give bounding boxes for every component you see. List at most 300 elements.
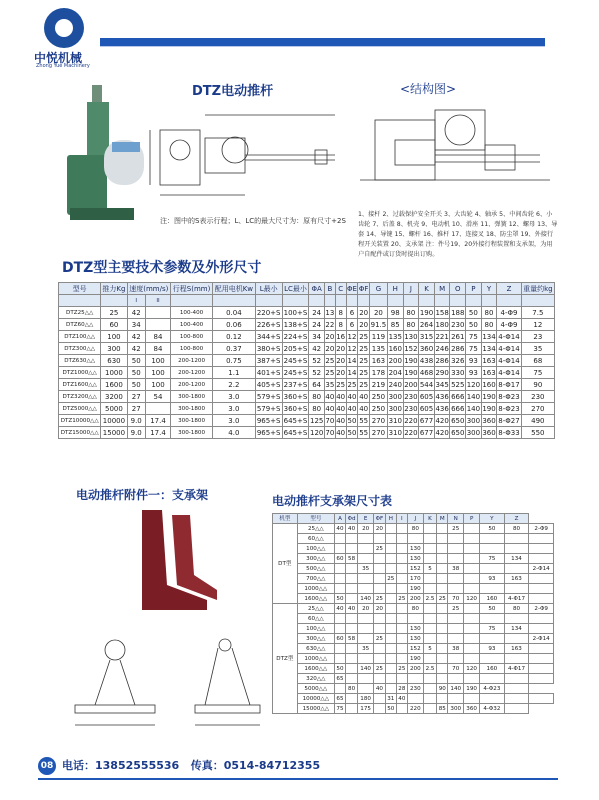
table-cell: 42 bbox=[127, 307, 145, 319]
table-cell: 152 bbox=[407, 564, 423, 574]
table-cell bbox=[385, 684, 396, 694]
table-cell: 50 bbox=[347, 428, 357, 437]
dimension-drawing bbox=[145, 100, 355, 210]
table-cell: 224+S bbox=[283, 332, 308, 341]
table-cell bbox=[358, 654, 374, 664]
table-cell bbox=[423, 684, 436, 694]
table-cell bbox=[464, 654, 480, 664]
table-cell: 666 bbox=[451, 392, 465, 401]
subheader-cell bbox=[255, 295, 282, 307]
bracket-table-title: 电动推杆支承架尺寸表 bbox=[272, 494, 393, 508]
table-cell: 4-Φ14 bbox=[498, 356, 520, 365]
table-cell bbox=[374, 704, 386, 714]
table-cell: 220 bbox=[407, 704, 423, 714]
brand-name-en: Zhong Yue Machinery bbox=[36, 63, 90, 69]
table-cell: 60 bbox=[336, 635, 344, 642]
table-cell: 200-1200 bbox=[171, 355, 213, 367]
table-cell bbox=[529, 534, 554, 544]
table-row bbox=[273, 574, 554, 584]
table-cell bbox=[437, 524, 448, 534]
header-cell: 重量约kg bbox=[523, 284, 553, 293]
table-cell bbox=[358, 684, 374, 694]
table-cell: 180 bbox=[358, 694, 374, 704]
table-cell: 170 bbox=[407, 574, 423, 584]
table-cell bbox=[504, 684, 529, 694]
table-cell bbox=[529, 584, 554, 594]
table-cell: 4-Φ17 bbox=[504, 664, 529, 674]
table-cell bbox=[504, 564, 529, 574]
table-row bbox=[273, 674, 554, 684]
table-cell: 270 bbox=[369, 427, 387, 439]
table-cell bbox=[423, 544, 436, 554]
table-cell: 190 bbox=[464, 684, 480, 694]
table-cell: 10000 bbox=[102, 416, 126, 425]
table-row bbox=[59, 427, 555, 439]
table-cell: 300-1800 bbox=[171, 415, 213, 427]
table-cell bbox=[423, 634, 436, 644]
table-row bbox=[59, 307, 555, 319]
table-cell: 230 bbox=[404, 392, 418, 401]
table-cell: 230 bbox=[521, 391, 554, 403]
header-cell: Z bbox=[504, 514, 529, 524]
table-cell: 24 bbox=[309, 319, 325, 331]
table-cell bbox=[385, 604, 396, 614]
table-cell bbox=[529, 594, 554, 604]
table-cell bbox=[396, 534, 407, 544]
table-cell: 320△△ bbox=[297, 674, 334, 684]
header-cell: P bbox=[466, 283, 482, 295]
structure-legend: 1、接杆 2、过载保护安全开关 3、大齿轮 4、轴承 5、中间齿轮 6、小齿轮 7、后盖 8、机壳 9、电动机 10、滑座 11、弹簧 12、螺母 13、导套 14、导键 15、螺杆 16、推杆 17、连接叉 18、防尘罩 19、外接行程开关装置 20、支承架 注：件号19、20外接行程装置和支承架，为用户自配件或订货时提出订购。 bbox=[358, 211, 558, 258]
table-cell bbox=[464, 534, 480, 544]
table-cell: 645+S bbox=[283, 428, 308, 437]
table-cell: DTZ1600△△ bbox=[59, 379, 101, 391]
table-cell bbox=[346, 654, 358, 664]
table-cell: 140 bbox=[358, 664, 374, 674]
header-cell: E bbox=[358, 514, 374, 524]
table-cell bbox=[423, 614, 436, 624]
table-cell: 50 bbox=[127, 379, 145, 391]
header-cell: 机型 bbox=[273, 514, 298, 524]
table-cell: 0.75 bbox=[213, 355, 256, 367]
table-cell bbox=[385, 654, 396, 664]
table-cell bbox=[358, 574, 374, 584]
table-cell: 25 bbox=[398, 595, 406, 602]
table-cell: 100+S bbox=[283, 308, 308, 317]
table-cell bbox=[423, 704, 436, 714]
subheader-cell bbox=[521, 295, 554, 307]
table-cell bbox=[464, 614, 480, 624]
table-row bbox=[273, 524, 554, 534]
table-cell bbox=[464, 544, 480, 554]
table-cell: 420 bbox=[435, 428, 449, 437]
phone-number[interactable]: 13852555536 bbox=[95, 759, 180, 772]
table-cell bbox=[407, 674, 423, 684]
table-cell bbox=[423, 584, 436, 594]
table-cell: 40 bbox=[347, 404, 357, 413]
header-cell: K bbox=[423, 514, 436, 524]
table-cell: 237+S bbox=[283, 380, 308, 389]
table-cell: 5000△△ bbox=[297, 684, 334, 694]
table-cell bbox=[437, 554, 448, 564]
table-cell: 20 bbox=[336, 356, 346, 365]
table-cell: 100 bbox=[145, 379, 170, 391]
table-cell: 80 bbox=[403, 307, 419, 319]
table-cell: 40 bbox=[336, 525, 344, 532]
table-cell bbox=[385, 594, 396, 604]
company-logo-icon bbox=[44, 8, 84, 48]
table-cell bbox=[396, 634, 407, 644]
table-cell: 140 bbox=[358, 594, 374, 604]
header-cell: Φd bbox=[346, 514, 358, 524]
table-cell bbox=[396, 614, 407, 624]
table-cell: 100-400 bbox=[171, 319, 213, 331]
table-cell: 100 bbox=[101, 331, 127, 343]
table-cell: 25 bbox=[325, 368, 335, 377]
table-cell: 28 bbox=[398, 685, 406, 692]
table-cell bbox=[346, 674, 358, 684]
table-cell bbox=[448, 634, 464, 644]
table-cell: 42 bbox=[127, 343, 145, 355]
subheader-cell bbox=[369, 295, 387, 307]
table-cell: 9.0 bbox=[127, 427, 145, 439]
table-cell bbox=[374, 574, 386, 584]
header-cell: O bbox=[450, 283, 466, 295]
table-cell: 135 bbox=[369, 343, 387, 355]
table-cell: 40 bbox=[336, 428, 346, 437]
header-cell: 型号 bbox=[297, 514, 334, 524]
table-cell bbox=[385, 564, 396, 574]
table-cell: 80 bbox=[309, 391, 325, 403]
table-cell: 34 bbox=[309, 331, 325, 343]
table-cell bbox=[396, 604, 407, 614]
header-cell: A bbox=[334, 514, 345, 524]
table-cell bbox=[448, 624, 464, 634]
table-cell: 300-1800 bbox=[171, 403, 213, 415]
table-cell bbox=[396, 674, 407, 684]
table-cell: 3.0 bbox=[213, 403, 256, 415]
table-cell bbox=[480, 674, 505, 684]
table-cell: 25 bbox=[359, 332, 369, 341]
table-cell: 31 bbox=[387, 695, 395, 702]
table-cell: 25 bbox=[374, 544, 386, 554]
table-cell bbox=[346, 594, 358, 604]
table-cell: 25 bbox=[359, 380, 369, 389]
table-cell bbox=[504, 634, 529, 644]
table-row bbox=[59, 343, 555, 355]
table-cell: 315 bbox=[419, 332, 434, 341]
table-cell bbox=[145, 319, 170, 331]
table-cell: 80 bbox=[481, 307, 497, 319]
table-cell: 60 bbox=[101, 319, 127, 331]
header-cell: J bbox=[407, 514, 423, 524]
subheader-cell bbox=[101, 295, 127, 307]
table-cell bbox=[529, 544, 554, 554]
table-cell: 35 bbox=[521, 343, 554, 355]
table-cell: 93 bbox=[466, 367, 482, 379]
table-cell: 40 bbox=[336, 404, 346, 413]
table-cell: 4-Φ23 bbox=[480, 684, 505, 694]
table-cell bbox=[334, 574, 345, 584]
table-cell: 20 bbox=[325, 332, 335, 341]
table-cell: 360+S bbox=[283, 392, 308, 401]
table-cell bbox=[385, 674, 396, 684]
table-cell: 23 bbox=[521, 331, 554, 343]
table-cell: 25 bbox=[101, 307, 127, 319]
table-cell: 12 bbox=[521, 319, 554, 331]
table-cell bbox=[448, 584, 464, 594]
header-cell: ΦE bbox=[347, 284, 357, 293]
table-row bbox=[59, 319, 555, 331]
table-cell: 286 bbox=[451, 344, 465, 353]
table-cell: 25△△ bbox=[297, 604, 334, 614]
table-cell: 3200 bbox=[101, 391, 127, 403]
table-cell: 20 bbox=[359, 308, 369, 317]
table-cell: 270 bbox=[369, 415, 387, 427]
table-cell: 310 bbox=[388, 416, 402, 425]
table-cell bbox=[396, 544, 407, 554]
table-cell: 130 bbox=[404, 332, 418, 341]
table-cell bbox=[504, 614, 529, 624]
table-cell bbox=[396, 574, 407, 584]
table-cell bbox=[396, 704, 407, 714]
table-cell bbox=[504, 534, 529, 544]
table-cell: 100 bbox=[145, 367, 170, 379]
table-cell: 360 bbox=[482, 416, 496, 425]
table-cell bbox=[334, 614, 345, 624]
table-cell: 4-Φ14 bbox=[498, 332, 520, 341]
table-cell: 190 bbox=[407, 654, 423, 664]
table-row bbox=[59, 331, 555, 343]
table-cell bbox=[346, 584, 358, 594]
table-cell bbox=[396, 564, 407, 574]
table-subheader-row bbox=[59, 295, 555, 307]
table-cell: 100△△ bbox=[297, 544, 334, 554]
table-cell: 160 bbox=[482, 380, 496, 389]
table-cell: 261 bbox=[451, 332, 465, 341]
table-cell: 7.5 bbox=[521, 307, 554, 319]
table-cell: 20 bbox=[336, 344, 346, 353]
table-cell: 20 bbox=[359, 320, 369, 329]
subheader-cell bbox=[450, 295, 466, 307]
table-cell bbox=[448, 694, 464, 704]
table-cell bbox=[504, 544, 529, 554]
table-cell: 130 bbox=[407, 544, 423, 554]
header-cell: L最小 bbox=[255, 283, 282, 295]
table-cell bbox=[480, 634, 505, 644]
table-cell: 178 bbox=[369, 367, 387, 379]
table-cell: 80 bbox=[481, 319, 497, 331]
table-cell: 134 bbox=[482, 332, 496, 341]
table-cell: DTZ100△△ bbox=[59, 331, 101, 343]
table-cell: 245+S bbox=[283, 368, 308, 377]
table-cell: 84 bbox=[145, 331, 170, 343]
table-cell: 300△△ bbox=[297, 634, 334, 644]
table-cell: 75 bbox=[480, 624, 505, 634]
table-cell: 64 bbox=[309, 379, 325, 391]
table-cell bbox=[464, 554, 480, 564]
table-cell bbox=[358, 614, 374, 624]
table-cell bbox=[334, 534, 345, 544]
table-row bbox=[273, 644, 554, 654]
table-cell: 20 bbox=[374, 524, 386, 534]
table-cell: 135 bbox=[388, 332, 402, 341]
table-cell: 40 bbox=[336, 416, 346, 425]
table-cell: 360 bbox=[419, 344, 434, 353]
table-cell bbox=[374, 654, 386, 664]
footer-line bbox=[38, 778, 558, 780]
table-row bbox=[59, 379, 555, 391]
table-cell: 245+S bbox=[283, 356, 308, 365]
table-cell: 35 bbox=[358, 644, 374, 654]
table-cell bbox=[480, 694, 505, 704]
table-cell: 25△△ bbox=[297, 524, 334, 534]
table-cell: 80 bbox=[346, 684, 358, 694]
header-cell: Y bbox=[480, 514, 505, 524]
table-cell: DTZ3200△△ bbox=[59, 391, 101, 403]
contact-info bbox=[62, 757, 320, 773]
table-row bbox=[273, 634, 554, 644]
table-cell: 160 bbox=[388, 344, 402, 353]
table-cell: 300 bbox=[101, 343, 127, 355]
subheader-cell bbox=[466, 295, 482, 307]
table-cell: 25 bbox=[374, 594, 386, 604]
header-cell: K bbox=[419, 283, 435, 295]
table-cell bbox=[334, 624, 345, 634]
table-cell: DTZ630△△ bbox=[59, 355, 101, 367]
table-cell bbox=[464, 524, 480, 534]
table-cell bbox=[529, 644, 554, 654]
header-cell: 配用电机Kw bbox=[213, 283, 256, 295]
table-cell bbox=[385, 614, 396, 624]
table-cell bbox=[504, 584, 529, 594]
table-cell bbox=[346, 574, 358, 584]
table-cell bbox=[407, 534, 423, 544]
table-cell: 190 bbox=[482, 404, 496, 413]
table-cell: 70 bbox=[448, 664, 464, 674]
table-cell: 4.0 bbox=[213, 427, 256, 439]
table-cell: 4-Φ14 bbox=[498, 368, 520, 377]
table-cell: 300-1800 bbox=[171, 391, 213, 403]
table-cell: 344+S bbox=[256, 332, 281, 341]
table-cell bbox=[385, 544, 396, 554]
table-cell: 163 bbox=[369, 355, 387, 367]
table-cell: 22 bbox=[325, 320, 335, 329]
table-cell: 75 bbox=[480, 554, 505, 564]
table-cell: 5000 bbox=[101, 403, 127, 415]
table-cell: 50 bbox=[466, 319, 482, 331]
table-cell: 75 bbox=[336, 705, 344, 712]
table-cell bbox=[396, 654, 407, 664]
table-cell: 40 bbox=[336, 605, 344, 612]
table-cell: 14 bbox=[347, 368, 357, 377]
table-cell: 80 bbox=[407, 524, 423, 534]
table-cell bbox=[407, 694, 423, 704]
table-cell: 226+S bbox=[256, 320, 281, 329]
table-cell: 230 bbox=[451, 320, 465, 329]
table-cell bbox=[437, 634, 448, 644]
table-cell: 200-1200 bbox=[171, 379, 213, 391]
table-cell bbox=[374, 624, 386, 634]
table-cell bbox=[374, 614, 386, 624]
table-cell: 200 bbox=[407, 594, 423, 604]
table-cell: 290 bbox=[435, 368, 449, 377]
header-cell: 型号 bbox=[59, 283, 101, 295]
table-cell: 387+S bbox=[256, 356, 281, 365]
table-cell: 360+S bbox=[283, 404, 308, 413]
table-cell: 666 bbox=[451, 404, 465, 413]
table-cell: 436 bbox=[435, 404, 449, 413]
table-cell: 4-Φ32 bbox=[480, 704, 505, 714]
bracket-drawing bbox=[70, 620, 270, 730]
table-cell bbox=[437, 614, 448, 624]
header-cell: J bbox=[403, 283, 419, 295]
page-number: 08 bbox=[38, 757, 56, 775]
table-cell: 200 bbox=[404, 380, 418, 389]
table-cell: 130 bbox=[407, 634, 423, 644]
table-cell: 25 bbox=[359, 344, 369, 353]
table-cell bbox=[448, 554, 464, 564]
table-cell: 25 bbox=[398, 665, 406, 672]
table-cell: 65 bbox=[336, 675, 344, 682]
table-cell bbox=[374, 564, 386, 574]
table-cell bbox=[358, 584, 374, 594]
header-cell: ΦF bbox=[358, 284, 369, 293]
table-cell: 100-400 bbox=[171, 307, 213, 319]
phone-label: 电话： bbox=[62, 759, 95, 772]
structure-title: <结构图> bbox=[400, 82, 457, 96]
table-cell: 8 bbox=[335, 307, 346, 319]
table-row bbox=[273, 614, 554, 624]
table-cell: 50 bbox=[466, 307, 482, 319]
table-cell: 120 bbox=[466, 380, 481, 389]
table-cell: 380+S bbox=[256, 344, 281, 353]
table-cell: 1600 bbox=[101, 379, 127, 391]
table-cell: 6 bbox=[346, 319, 358, 331]
table-cell bbox=[504, 694, 529, 704]
table-cell: 180 bbox=[435, 320, 449, 329]
table-row bbox=[273, 554, 554, 564]
table-cell: 134 bbox=[504, 554, 529, 564]
table-cell: 2-Φ14 bbox=[529, 564, 554, 574]
table-cell: 93 bbox=[480, 644, 505, 654]
table-cell: 100-800 bbox=[171, 343, 213, 355]
table-cell: 2-Φ14 bbox=[529, 634, 554, 644]
table-cell: 0.04 bbox=[213, 307, 256, 319]
table-cell: 0.37 bbox=[213, 343, 256, 355]
table-cell: 25 bbox=[325, 356, 335, 365]
table-cell bbox=[385, 584, 396, 594]
table-cell bbox=[423, 534, 436, 544]
table-cell: 345 bbox=[435, 380, 449, 389]
table-cell: 70 bbox=[448, 594, 464, 604]
table-cell: 84 bbox=[145, 343, 170, 355]
table-cell bbox=[437, 564, 448, 574]
table-cell: 25 bbox=[374, 664, 386, 674]
table-cell: 15000△△ bbox=[297, 704, 334, 714]
table-cell: 2.5 bbox=[423, 664, 436, 674]
table-cell bbox=[437, 694, 448, 704]
table-cell: 130 bbox=[407, 624, 423, 634]
table-cell bbox=[358, 674, 374, 684]
structure-diagram bbox=[355, 100, 555, 200]
table-cell bbox=[385, 624, 396, 634]
table-cell: 965+S bbox=[256, 428, 281, 437]
table-row bbox=[273, 544, 554, 554]
subheader-cell bbox=[213, 295, 256, 307]
table-cell: 420 bbox=[435, 416, 449, 425]
drawing-note: 注：图中的S表示行程；L、LC的最大尺寸为：原有尺寸+2S bbox=[160, 217, 346, 225]
header-cell: C bbox=[335, 283, 346, 295]
